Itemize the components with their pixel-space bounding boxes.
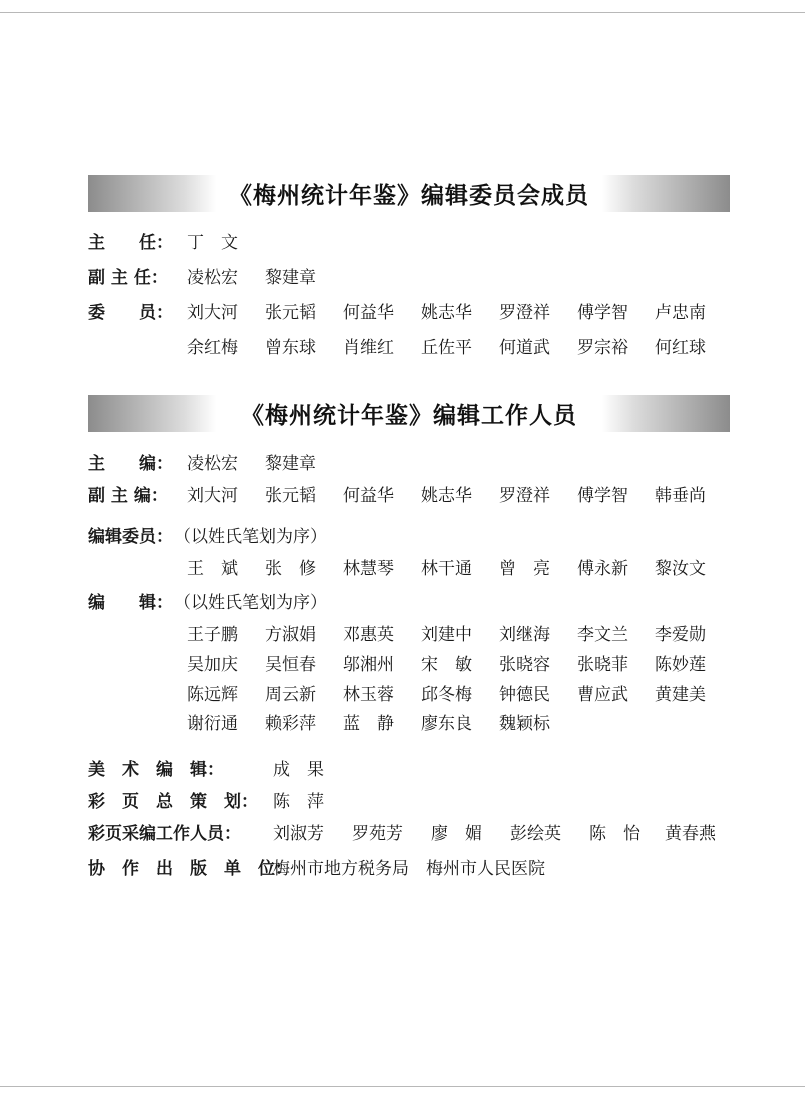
bottom-border [0, 1086, 805, 1087]
color-staff-label: 彩页采编工作人员： [88, 824, 241, 844]
chief-editor-name: 黎建章 [265, 454, 316, 474]
editor-name: 吴恒春 [265, 655, 316, 675]
editor-name: 李爱勋 [655, 625, 706, 645]
color-planner-label: 彩 页 总 策 划： [88, 792, 258, 812]
member-name: 肖维红 [343, 338, 394, 358]
deputy-editor-name: 傅学智 [577, 486, 628, 506]
members-label: 委 员： [88, 303, 173, 323]
member-name: 何红球 [655, 338, 706, 358]
editor-name: 黄建美 [655, 685, 706, 705]
deputy-editor-name: 刘大河 [187, 486, 238, 506]
section2-banner [88, 395, 730, 432]
committee-name: 王 斌 [187, 559, 238, 579]
committee-name: 傅永新 [577, 559, 628, 579]
editor-name: 张晓容 [499, 655, 550, 675]
editor-name: 谢衍通 [187, 714, 238, 734]
member-name: 何道武 [499, 338, 550, 358]
member-name: 曾东球 [265, 338, 316, 358]
committee-name: 林干通 [421, 559, 472, 579]
deputy-editor-name: 姚志华 [421, 486, 472, 506]
member-name: 余红梅 [187, 338, 238, 358]
editor-name: 李文兰 [577, 625, 628, 645]
editors-label: 编 辑： [88, 593, 173, 613]
editor-name: 方淑娟 [265, 625, 316, 645]
member-name: 刘大河 [187, 303, 238, 323]
committee-name: 张 修 [265, 559, 316, 579]
member-name: 罗澄祥 [499, 303, 550, 323]
editor-name: 蓝 静 [343, 714, 394, 734]
editor-name: 曹应武 [577, 685, 628, 705]
editor-name: 陈远辉 [187, 685, 238, 705]
art-editor-label: 美 术 编 辑： [88, 760, 224, 780]
coop-publisher-names: 梅州市地方税务局 梅州市人民医院 [273, 859, 545, 879]
deputy-editor-name: 罗澄祥 [499, 486, 550, 506]
director-name: 丁 文 [187, 233, 238, 253]
committee-name: 曾 亮 [499, 559, 550, 579]
member-name: 卢忠南 [655, 303, 706, 323]
deputy-director-name: 凌松宏 [187, 268, 238, 288]
member-name: 丘佐平 [421, 338, 472, 358]
member-name: 姚志华 [421, 303, 472, 323]
color-staff-name: 罗苑芳 [352, 824, 403, 844]
deputy-editor-name: 何益华 [343, 486, 394, 506]
editor-name: 刘建中 [421, 625, 472, 645]
section2-title: 《梅州统计年鉴》编辑工作人员 [241, 402, 577, 429]
director-label: 主 任： [88, 233, 173, 253]
editor-name: 张晓菲 [577, 655, 628, 675]
editor-name: 邓惠英 [343, 625, 394, 645]
chief-editor-label: 主 编： [88, 454, 173, 474]
editor-name: 王子鹏 [187, 625, 238, 645]
member-name: 罗宗裕 [577, 338, 628, 358]
editor-name: 宋 敏 [421, 655, 472, 675]
chief-editor-name: 凌松宏 [187, 454, 238, 474]
editors-note: （以姓氏笔划为序） [174, 593, 327, 613]
committee-name: 黎汝文 [655, 559, 706, 579]
deputy-director-label: 副 主 任： [88, 268, 168, 288]
deputy-editor-name: 韩垂尚 [655, 486, 706, 506]
committee-label: 编辑委员： [88, 527, 173, 547]
deputy-editor-name: 张元韬 [265, 486, 316, 506]
editor-name: 魏颖标 [499, 714, 550, 734]
color-staff-name: 陈 怡 [589, 824, 640, 844]
editor-name: 吴加庆 [187, 655, 238, 675]
color-planner-name: 陈 萍 [273, 792, 324, 812]
deputy-director-name: 黎建章 [265, 268, 316, 288]
editor-name: 林玉蓉 [343, 685, 394, 705]
color-staff-name: 黄春燕 [665, 824, 716, 844]
editor-name: 廖东良 [421, 714, 472, 734]
editor-name: 邬湘州 [343, 655, 394, 675]
committee-name: 林慧琴 [343, 559, 394, 579]
member-name: 张元韬 [265, 303, 316, 323]
editor-name: 周云新 [265, 685, 316, 705]
editor-name: 刘继海 [499, 625, 550, 645]
coop-publisher-label: 协 作 出 版 单 位： [88, 859, 292, 879]
color-staff-name: 廖 媚 [431, 824, 482, 844]
editor-name: 邱冬梅 [421, 685, 472, 705]
color-staff-name: 刘淑芳 [273, 824, 324, 844]
editor-name: 陈妙莲 [655, 655, 706, 675]
section1-banner [88, 175, 730, 212]
deputy-editor-label: 副 主 编： [88, 486, 168, 506]
art-editor-name: 成 果 [273, 760, 324, 780]
member-name: 何益华 [343, 303, 394, 323]
color-staff-name: 彭绘英 [510, 824, 561, 844]
section1-title: 《梅州统计年鉴》编辑委员会成员 [229, 182, 589, 209]
top-border [0, 12, 805, 13]
committee-note: （以姓氏笔划为序） [174, 527, 327, 547]
editor-name: 赖彩萍 [265, 714, 316, 734]
member-name: 傅学智 [577, 303, 628, 323]
editor-name: 钟德民 [499, 685, 550, 705]
